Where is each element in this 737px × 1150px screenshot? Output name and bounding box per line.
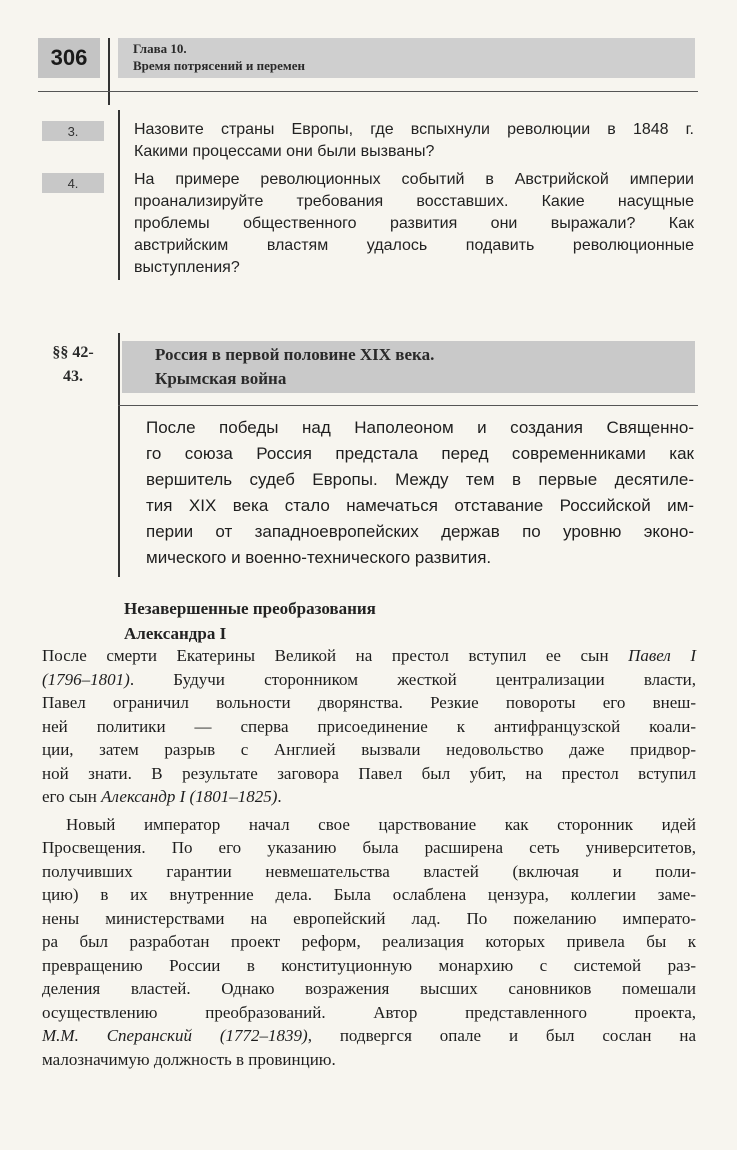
text-line: ции, затем разрыв с Англией вызвали недовольство даже придвор- — [42, 740, 696, 759]
question-line: выступления? — [134, 259, 240, 276]
chapter-label: Глава 10. — [133, 41, 187, 56]
question-text — [134, 169, 694, 279]
subheading — [124, 596, 376, 646]
questions-divider — [118, 110, 120, 280]
text-line: (1796–1801). Будучи сторонником жесткой централизации власти, — [42, 669, 696, 689]
text-line: Павел ограничил вольности дворянства. Резкие повороты его внеш- — [42, 693, 696, 712]
question-number: 3. — [42, 121, 104, 141]
question-text — [134, 119, 694, 163]
text-line: цию) в их внутренние дела. Была ослаблена цензура, коллегии заме- — [42, 885, 696, 904]
intro-line: После победы над Наполеоном и создания Священно- — [146, 418, 694, 437]
header-rule — [38, 91, 698, 92]
text-line: получивших гарантии невмешательства властей (включая и поли- — [42, 861, 696, 881]
section-divider — [118, 333, 120, 577]
text-line: ра был разработан проект реформ, реализация которых привела бы к — [42, 932, 696, 951]
intro-line: тия XIX века стало намечаться отставание Российской им- — [146, 496, 694, 515]
question-line: На примере революционных событий в Австрийской империи — [134, 171, 694, 188]
text-line: Просвещения. По его указанию была расширена сеть университетов, — [42, 838, 696, 857]
section-number-line: 43. — [63, 368, 83, 385]
emphasis: М.М. Сперанский (1772–1839) — [42, 1026, 308, 1045]
subheading-line: Незавершенные преобразования — [124, 599, 376, 618]
intro-paragraph — [146, 415, 694, 571]
intro-line: вершитель судеб Европы. Между тем в первые десятиле- — [146, 470, 694, 489]
text-line: малозначимую должность в провинцию. — [42, 1049, 336, 1069]
intro-line: перии от западноевропейских держав по уровню эконо- — [146, 522, 694, 541]
section-number-line: §§ 42- — [52, 344, 94, 361]
text-line: деления властей. Однако возражения высших сановников помешали — [42, 979, 696, 998]
text-line: ной знати. В результате заговора Павел был убит, на престол вступил — [42, 763, 696, 783]
body-text — [42, 644, 696, 1071]
emphasis: Александр I (1801–1825) — [101, 787, 278, 806]
chapter-title: Время потрясений и перемен — [133, 58, 305, 73]
header-divider — [108, 38, 110, 105]
chapter-heading — [133, 40, 305, 74]
question-line: проанализируйте требования восставших. Какие насущные — [134, 193, 694, 210]
text-line: его сын Александр I (1801–1825). — [42, 787, 282, 806]
text-line: ней политики — сперва присоединение к антифранцузской коали- — [42, 716, 696, 736]
question-line: австрийским властям удалось подавить революционные — [134, 237, 694, 254]
section-title-line: Россия в первой половине XIX века. — [155, 345, 435, 364]
text-line: М.М. Сперанский (1772–1839), подвергся опале и был сослан на — [42, 1026, 696, 1045]
emphasis: (1796–1801) — [42, 669, 130, 689]
intro-line: мического и военно-технического развития. — [146, 548, 492, 567]
section-number — [40, 341, 106, 389]
emphasis: Павел I — [628, 646, 696, 665]
text-line: превращению России в конституционную монархию с системой раз- — [42, 955, 696, 975]
text-line: После смерти Екатерины Великой на престол вступил ее сын Павел I — [42, 646, 696, 665]
section-rule — [118, 405, 698, 406]
subheading-line: Александра I — [124, 624, 227, 643]
question-line: Какими процессами они были вызваны? — [134, 143, 435, 160]
intro-line: го союза Россия предстала перед современниками как — [146, 444, 694, 463]
question-line: Назовите страны Европы, где вспыхнули революции в 1848 г. — [134, 121, 694, 138]
section-title-line: Крымская война — [155, 369, 287, 388]
page-number: 306 — [38, 38, 100, 78]
text-line: осуществлению преобразований. Автор представленного проекта, — [42, 1002, 696, 1022]
section-title — [155, 343, 434, 391]
question-number: 4. — [42, 173, 104, 193]
text-line: Новый император начал свое царствование как сторонник идей — [66, 814, 696, 834]
text-line: нены министерствами на европейский лад. По пожеланию императо- — [42, 908, 696, 928]
question-line: проблемы общественного развития они выражали? Как — [134, 215, 694, 232]
